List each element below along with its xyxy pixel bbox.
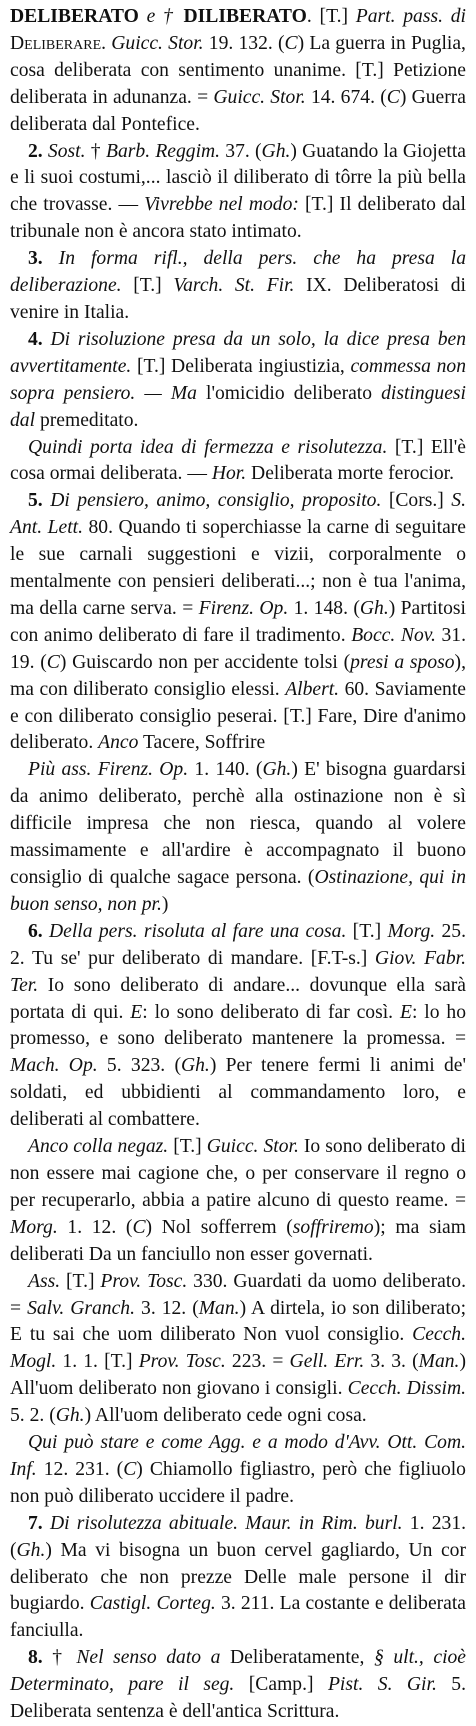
bold-text: DILIBERATO bbox=[183, 6, 307, 27]
bold-text: 5. bbox=[28, 490, 51, 512]
italic-text: Morg. bbox=[10, 1216, 58, 1238]
text-run: : lo sono deliberato di far così. bbox=[142, 1001, 400, 1023]
italic-text: Di pensiero, animo, consiglio, proposito. bbox=[50, 490, 382, 512]
sense-paragraph bbox=[10, 1430, 466, 1511]
italic-text: Guicc. Stor. bbox=[111, 32, 204, 54]
italic-text: Varch. St. Fir. bbox=[173, 275, 295, 297]
bold-text: 2. bbox=[28, 140, 48, 162]
italic-text: C bbox=[386, 86, 400, 108]
italic-text: Sost. bbox=[47, 140, 86, 162]
text-run: 31. 19. ( bbox=[10, 624, 467, 673]
text-run: 14. 674. ( bbox=[305, 86, 387, 108]
italic-text: S. Ant. Lett. bbox=[10, 490, 466, 539]
text-run: ) All'uom deliberato non giovano i consigli. bbox=[10, 1351, 466, 1400]
text-run: 5. 2. ( bbox=[10, 1405, 56, 1427]
italic-text: Quindi porta idea di fermezza e risolutezza. bbox=[28, 436, 388, 458]
italic-text: Cecch. Mogl. bbox=[10, 1324, 466, 1373]
italic-text: Prov. Tosc. bbox=[138, 1351, 226, 1373]
text-run: l'omicidio deliberato bbox=[196, 382, 382, 404]
italic-text: Salv. Granch. bbox=[27, 1297, 136, 1319]
text-run: premeditato. bbox=[35, 409, 139, 431]
text-run: [T.] Il deliberato dal tribunale non è ancora stato intimato. bbox=[10, 194, 466, 243]
text-run: ) A dirtela, io son diliberato; E tu sai che uom diliberato Non vuol consiglio. bbox=[10, 1297, 467, 1346]
text-run: ) Ma vi bisogna un buon cervel gagliardo, Un cor deliberato che non prezze Delle male persone il dir bugiardo. bbox=[10, 1539, 466, 1615]
text-run: . [T.] bbox=[306, 6, 356, 27]
italic-text: Hor. bbox=[211, 463, 247, 485]
text-run: ) La guerra in Puglia, cosa deliberata con sentimento unanime. [T.] Petizione deliberata in adunanza. = bbox=[10, 32, 466, 108]
text-run: ) E' bisogna guardarsi da animo deliberato, perchè alla ostinazione non è sì difficile impresa che non riesca, quando al volere massimamente e all'ardire è accompagnato il buono consiglio di qualche sagace persona. ( bbox=[10, 759, 466, 888]
italic-text: Albert. bbox=[285, 678, 340, 700]
text-run: [Camp.] bbox=[234, 1674, 328, 1696]
italic-text: E bbox=[399, 1001, 412, 1023]
italic-text: Man. bbox=[418, 1351, 460, 1373]
italic-text: Gh. bbox=[180, 1055, 210, 1077]
text-run: 3. 12. ( bbox=[135, 1297, 199, 1319]
text-run: ) bbox=[161, 893, 169, 915]
text-run: Deliberata morte ferocior. bbox=[246, 463, 454, 485]
italic-text: Cecch. Dissim. bbox=[347, 1378, 466, 1400]
italic-text: Gell. Err. bbox=[289, 1351, 365, 1373]
smallcaps-text: Deliberare. bbox=[10, 32, 112, 54]
text-run: ) Guerra deliberata dal Pontefice. bbox=[10, 86, 466, 135]
sense-paragraph bbox=[10, 246, 466, 327]
bold-text: 8. bbox=[28, 1647, 53, 1669]
text-run: [T.] bbox=[168, 1136, 207, 1158]
italic-text: In forma rifl., della pers. che ha presa la deliberazione. bbox=[10, 248, 467, 297]
italic-text: Giov. Fabr. Ter. bbox=[10, 947, 467, 996]
italic-text: C bbox=[123, 1458, 137, 1480]
bold-text: 4. bbox=[28, 328, 51, 350]
italic-text: C bbox=[46, 651, 60, 673]
sense-paragraph bbox=[10, 139, 466, 247]
italic-text: Barb. Reggim. bbox=[106, 140, 221, 162]
italic-text: soffriremo bbox=[292, 1216, 374, 1238]
bold-text: 6. bbox=[28, 920, 50, 942]
text-run: 60. Saviamente e con diliberato consiglio peserai. [T.] Fare, Dire d'animo deliberato. bbox=[10, 678, 466, 754]
italic-text: Morg. bbox=[387, 920, 436, 942]
text-run: ) Nol sofferrem ( bbox=[145, 1216, 293, 1238]
text-run: 19. 132. ( bbox=[203, 32, 285, 54]
italic-text: Anco bbox=[98, 732, 139, 754]
text-run: 5. Deliberata sentenza è dell'antica Scrittura. bbox=[10, 1674, 466, 1723]
sense-paragraph bbox=[10, 1269, 466, 1430]
italic-text: Nel senso dato a bbox=[76, 1647, 221, 1669]
text-run: 1. 231. ( bbox=[10, 1512, 467, 1561]
italic-text: Qui può stare e come Agg. e a modo d'Avv. Ott. Com. Inf. bbox=[10, 1432, 466, 1480]
italic-text: Mach. Op. bbox=[10, 1055, 98, 1077]
text-run: [T.] Ell'è cosa ormai deliberata. — bbox=[10, 436, 466, 485]
text-run: ); ma siam deliberati Da un fanciullo non esser governati. bbox=[10, 1216, 466, 1265]
text-run: Io sono deliberato di andare... dovunque ella sarà portata di qui. bbox=[10, 974, 466, 1023]
text-run: 330. Guardati da uomo deliberato. = bbox=[10, 1270, 466, 1319]
text-run: ), ma con diliberato consiglio elessi. bbox=[10, 651, 466, 700]
text-run: 3. 211. La costante e deliberata fanciulla. bbox=[10, 1593, 466, 1642]
italic-text: Gh. bbox=[55, 1405, 85, 1427]
text-run: [T.] bbox=[346, 920, 388, 942]
italic-text: Ass. bbox=[28, 1270, 61, 1292]
italic-text: Ostinazione, qui in buon senso, non pr. bbox=[10, 867, 466, 915]
sense-paragraph bbox=[10, 435, 466, 489]
italic-text: Castigl. Corteg. bbox=[89, 1593, 216, 1615]
italic-text: Gh. bbox=[16, 1539, 46, 1561]
italic-text: Gh. bbox=[359, 597, 389, 619]
italic-text: Pist. S. Gir. bbox=[327, 1674, 437, 1696]
bold-text: 3. bbox=[28, 248, 59, 270]
text-run: [T.] Deliberata ingiustizia, bbox=[131, 355, 351, 377]
bold-text: 7. bbox=[28, 1512, 50, 1534]
italic-text: Di risolutezza abituale. Maur. in Rim. burl. bbox=[49, 1512, 403, 1534]
italic-text: Guicc. Stor. bbox=[213, 86, 306, 108]
italic-text: Più ass. Firenz. Op. bbox=[28, 759, 189, 781]
sense-paragraph bbox=[10, 919, 466, 1134]
sense-paragraph bbox=[10, 1511, 466, 1646]
text-run: Tacere, Soffrire bbox=[138, 732, 266, 754]
sense-paragraph bbox=[10, 1645, 466, 1726]
italic-text: Firenz. Op. bbox=[198, 597, 289, 619]
sense-paragraph bbox=[10, 488, 466, 757]
text-run: [Cors.] bbox=[381, 490, 452, 512]
text-run: ) Guiscardo non per accidente tolsi ( bbox=[59, 651, 351, 673]
italic-text: distinguesi dal bbox=[10, 382, 466, 431]
text-run: ) Guatando la Giojetta e li suoi costumi,... lasciò il diliberato di tôrre la più bella che trovasse. — bbox=[10, 140, 467, 216]
text-run: : lo ho promesso, e sono deliberato mantenere la promessa. = bbox=[10, 1001, 466, 1050]
text-run: 25. 2. Tu se' pur deliberato di mandare. [F.T-s.] bbox=[10, 920, 466, 969]
text-run: Deliberatamente, bbox=[220, 1647, 374, 1669]
italic-text: E bbox=[130, 1001, 143, 1023]
italic-text: Di risoluzione presa da un solo, la dice presa ben avvertitamente. bbox=[10, 328, 467, 377]
text-run: [T.] bbox=[60, 1270, 101, 1292]
italic-text: commessa non sopra pensiero. — Ma bbox=[10, 355, 466, 404]
italic-text: Guicc. Stor. bbox=[206, 1136, 299, 1158]
bold-text: DELIBERATO bbox=[10, 6, 139, 27]
italic-text: Man. bbox=[198, 1297, 240, 1319]
italic-text: Part. pass. di bbox=[355, 6, 466, 27]
text-run: 5. 323. ( bbox=[97, 1055, 181, 1077]
sense-paragraph bbox=[10, 1134, 466, 1269]
text-run: ) Chiamollo figliastro, però che figliuolo non può diliberato uccidere il padre. bbox=[10, 1458, 466, 1507]
italic-text: § ult., cioè Determinato, pare il seg. bbox=[10, 1647, 467, 1696]
text-run: † bbox=[85, 140, 107, 162]
sense-paragraph bbox=[10, 757, 466, 918]
text-run: ) Per tenere fermi li animi de' soldati, ed ubbidienti al commandamento loro, e deliberati al combattere. bbox=[10, 1055, 466, 1131]
text-run: 1. 1. [T.] bbox=[56, 1351, 139, 1373]
italic-text: C bbox=[284, 32, 298, 54]
text-run: ) All'uom deliberato cede ogni cosa. bbox=[84, 1405, 367, 1427]
italic-text: Vivrebbe nel modo: bbox=[144, 194, 299, 216]
text-run: 223. = bbox=[225, 1351, 290, 1373]
text-run: 37. ( bbox=[220, 140, 262, 162]
italic-text: Anco colla negaz. bbox=[28, 1136, 169, 1158]
italic-text: e † bbox=[138, 6, 184, 27]
text-run: 1. 148. ( bbox=[288, 597, 360, 619]
text-run: 1. 12. ( bbox=[57, 1216, 133, 1238]
text-run: † bbox=[52, 1647, 77, 1669]
text-run: 1. 140. ( bbox=[188, 759, 263, 781]
entry-headword-paragraph bbox=[10, 4, 466, 139]
text-run: ) Partitosi con animo deliberato di fare il tradimento. bbox=[10, 597, 466, 646]
italic-text: presi a sposo bbox=[350, 651, 455, 673]
italic-text: Bocc. Nov. bbox=[351, 624, 436, 646]
italic-text: C bbox=[132, 1216, 146, 1238]
italic-text: Prov. Tosc. bbox=[100, 1270, 188, 1292]
text-run: Io sono deliberato di non essere mai cagione che, o per conservare il regno o per recuperarlo, abbia a patire alcuno di questo reame. = bbox=[10, 1136, 466, 1211]
text-run: 12. 231. ( bbox=[36, 1458, 124, 1480]
italic-text: Gh. bbox=[261, 140, 291, 162]
italic-text: Della pers. risoluta al fare una cosa. bbox=[49, 920, 347, 942]
text-run: [T.] bbox=[121, 275, 174, 297]
sense-paragraph bbox=[10, 327, 466, 435]
italic-text: Gh. bbox=[262, 759, 292, 781]
text-run: 80. Quando ti soperchiasse la carne di seguitare le sue carnali suggestioni e vizii, corporalmente o mentalmente con pensieri deliberati...; non è tua l'anima, ma della carne serva. = bbox=[10, 517, 466, 619]
text-run: 3. 3. ( bbox=[364, 1351, 419, 1373]
text-run: IX. Deliberatosi di venire in Italia. bbox=[10, 275, 466, 323]
